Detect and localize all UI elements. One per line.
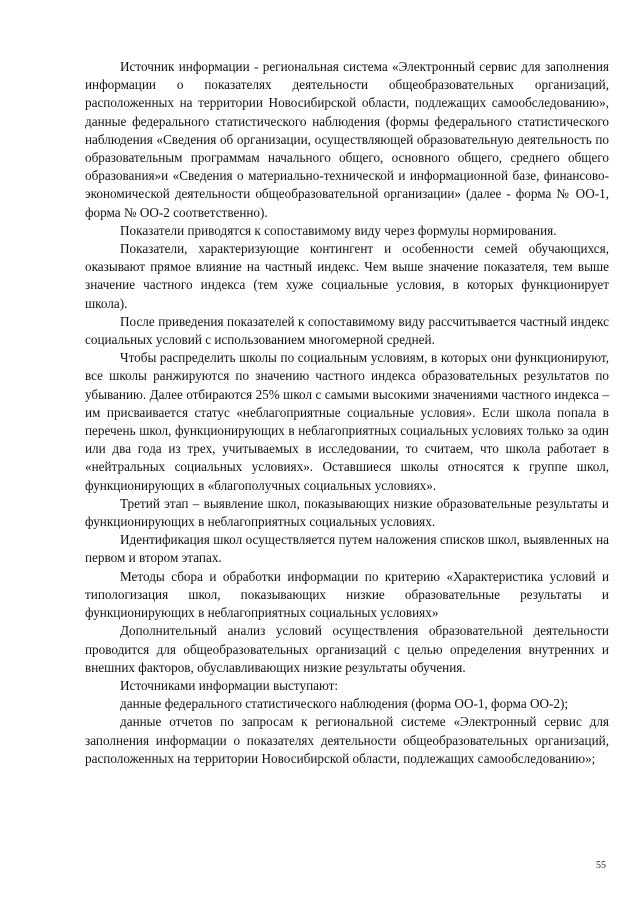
paragraph-normalization: Показатели приводятся к сопоставимому виду через формулы нормирования.	[120, 222, 557, 238]
paragraph-sources-intro: Источниками информации выступают:	[120, 677, 339, 693]
page-number: 55	[596, 860, 606, 871]
paragraph-source-info: Источник информации - региональная система «Электронный сервис для заполнения информации о показателях деятельности общеобразовательных организаций, расположенных на территории Новосибирской области, подлежащих самообследованию», данные федерального статистического наблюдения (формы федерального статистического наблюдения «Сведения об организации, осуществляющей образовательную деятельность по образовательным программам начального общего, основного общего, среднего общего образования»и «Сведения о материально-технической и информационной базе, финансово-экономической деятельности общеобразовательной организации» (далее - форма № ОО-1, форма № ОО-2 соответственно).	[85, 59, 609, 220]
paragraph-third-stage: Третий этап – выявление школ, показывающих низкие образовательные результаты и функционирующих в неблагоприятных социальных условиях.	[85, 495, 609, 530]
paragraph-source-regional: данные отчетов по запросам к региональной системе «Электронный сервис для заполнения информации о показателях деятельности общеобразовательных организаций, расположенных на территории Новосибирской области, подлежащих самообследованию»;	[85, 714, 609, 766]
paragraph-additional-analysis: Дополнительный анализ условий осуществления образовательной деятельности проводится для общеобразовательных организаций с целью определения внутренних и внешних факторов, обуславливающих низкие результаты обучения.	[85, 623, 609, 675]
document-page	[85, 58, 609, 768]
paragraph-school-ranking: Чтобы распределить школы по социальным условиям, в которых они функционируют, все школы ранжируются по значению частного индекса образовательных результатов по убыванию. Далее отбираются 25% школ с самыми высокими значениями частного индекса – им присваивается статус «неблагоприятные социальные условия». Если школа попала в перечень школ, функционирующих в неблагоприятных социальных условиях только за один или два года из трех, учитываемых в исследовании, то считаем, что школа работает в «нейтральных социальных условиях». Оставшиеся школы относятся к группе школ, функционирующих в «благополучных социальных условиях».	[85, 350, 609, 493]
paragraph-index-calculation: После приведения показателей к сопоставимому виду рассчитывается частный индекс социальных условий с использованием многомерной средней.	[85, 313, 609, 348]
paragraph-methods: Методы сбора и обработки информации по критерию «Характеристика условий и типологизация школ, показывающих низкие образовательные результаты и функционирующих в неблагоприятных социальных условиях»	[85, 568, 609, 621]
paragraph-source-federal: данные федерального статистического наблюдения (форма ОО-1, форма ОО-2);	[120, 696, 569, 712]
paragraph-identification: Идентификация школ осуществляется путем наложения списков школ, выявленных на первом и втором этапах.	[85, 532, 609, 566]
paragraph-indicators: Показатели, характеризующие контингент и особенности семей обучающихся, оказывают прямое влияние на частный индекс. Чем выше значение показателя, тем выше значение частного индекса (тем хуже социальные условия, в которых функционирует школа).	[85, 241, 609, 311]
